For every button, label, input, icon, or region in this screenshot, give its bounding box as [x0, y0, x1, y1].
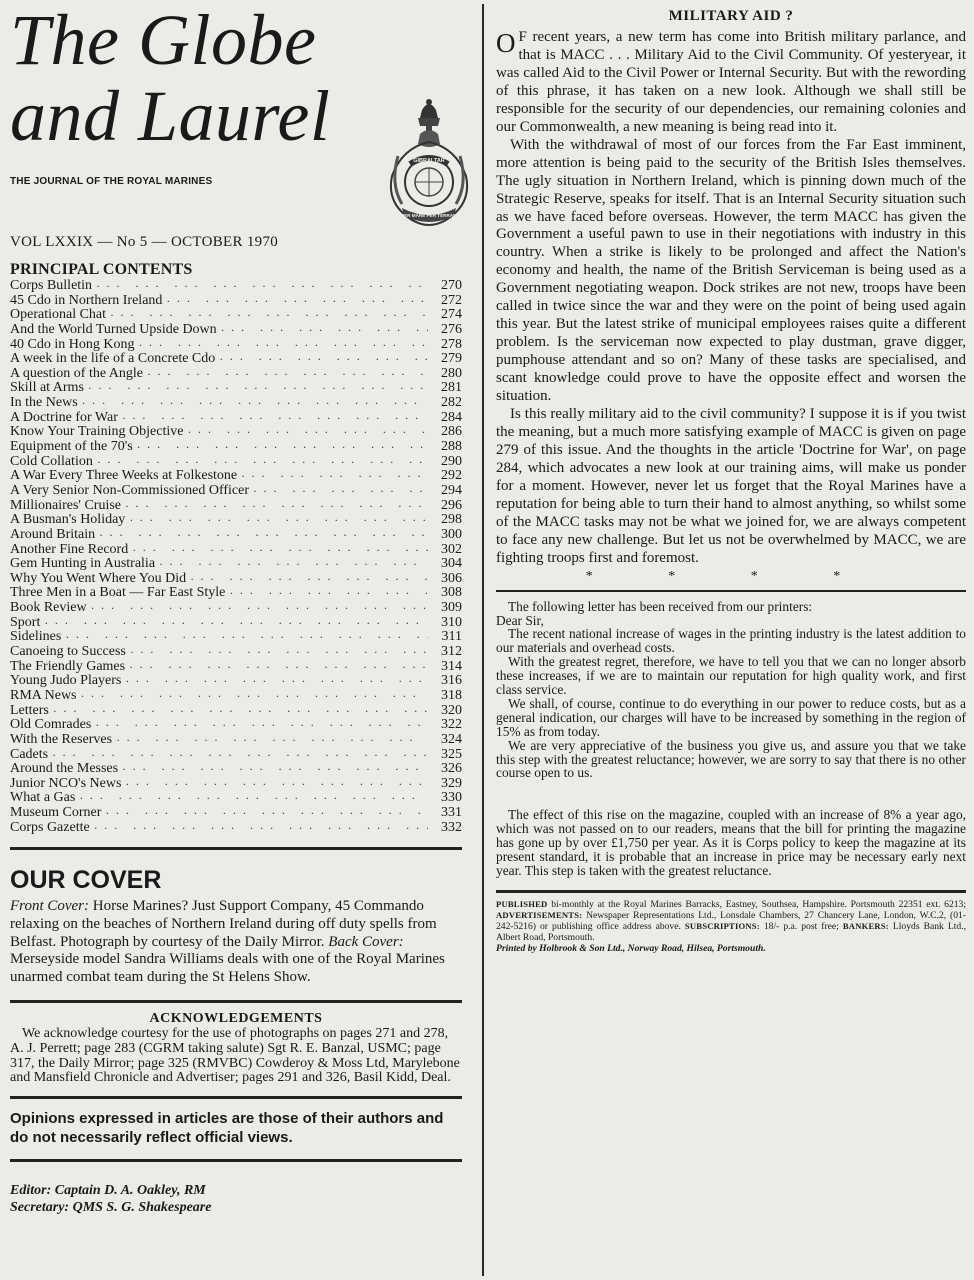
- contents-leader-dots: [190, 572, 428, 587]
- contents-entry-page: 284: [441, 409, 462, 425]
- contents-entry-title: 45 Cdo in Northern Ireland: [10, 292, 163, 308]
- contents-entry: [10, 586, 462, 601]
- contents-leader-dots: [91, 601, 428, 616]
- contents-entry: [10, 440, 462, 455]
- back-cover-label: Back Cover:: [328, 933, 404, 950]
- contents-leader-dots: [132, 543, 428, 558]
- contents-entry-title: With the Reserves: [10, 731, 113, 747]
- contents-entry-page: 329: [441, 775, 462, 791]
- contents-entry-page: 312: [441, 644, 462, 660]
- contents-entry-title: In the News: [10, 395, 78, 411]
- article-paragraph: With the withdrawal of most of our forces from the Far East imminent, more attention is being paid to the security of the British Isles themselves. The ugly situation in Northern Ireland, which is pinning down much of the Strategic Reserve, speaks for itself. That is an Internal Security situation such as we have faced before overseas. However, the term MACC has given the Government a useful pawn to use in their negotiations with industry in this country. When a strike is likely to be prolonged and affect the Nation's economy and health, the name of the British Serviceman is being used as a Government negotiating weapon. Dock strikes are not new, troops have been called in twice since the war and they were on the point of being used again this year. But the latest strike of municipal employees raises quite a different problem. Is the serviceman now expected to play dustman, grave digger, pumphouse attendant and so on? Many of these tasks are specialised, and scant knowledge could prove to have the opposite effect and worsen the situation.: [496, 136, 966, 405]
- subscriptions-label: SUBSCRIPTIONS:: [684, 920, 760, 931]
- contents-entry: [10, 323, 462, 338]
- contents-entry-title: A Very Senior Non-Commissioned Officer: [10, 482, 250, 498]
- editorial-article: [496, 29, 966, 568]
- contents-entry: [10, 543, 462, 558]
- contents-entry: [10, 396, 462, 411]
- contents-leader-dots: [53, 704, 428, 719]
- contents-entry: [10, 704, 462, 719]
- contents-leader-dots: [138, 338, 428, 353]
- contents-entry: [10, 279, 462, 294]
- royal-marines-crest-icon: [382, 96, 476, 230]
- contents-entry: [10, 601, 462, 616]
- divider-rule: [10, 1000, 462, 1003]
- contents-entry-title: Know Your Training Objective: [10, 424, 184, 440]
- contents-entry: [10, 338, 462, 353]
- adverts-label: ADVERTISEMENTS:: [496, 909, 583, 920]
- contents-entry: [10, 733, 462, 748]
- contents-entry-page: 282: [441, 395, 462, 411]
- contents-entry-page: 304: [441, 556, 462, 572]
- contents-entry-title: A War Every Three Weeks at Folkestone: [10, 468, 238, 484]
- editorial-staff: [10, 1182, 462, 1216]
- letter-paragraph: We are very appreciative of the business you give us, and assure you that we take this step with the greatest reluctance; however, we are sorry to say that there is no other course open to us.: [496, 737, 966, 781]
- drop-cap: O: [496, 28, 516, 58]
- letter-paragraph: The recent national increase of wages in the printing industry is the latest addition to our materials and overhead costs.: [496, 626, 966, 656]
- contents-entry-title: Another Fine Record: [10, 541, 129, 557]
- table-of-contents: [10, 279, 462, 835]
- price-effect-note: [496, 808, 966, 878]
- contents-entry-page: 306: [441, 570, 462, 586]
- contents-entry: [10, 806, 462, 821]
- contents-leader-dots: [229, 586, 428, 601]
- contents-entry-title: And the World Turned Upside Down: [10, 321, 217, 337]
- contents-entry-page: 281: [441, 380, 462, 396]
- contents-entry: [10, 791, 462, 806]
- contents-entry: [10, 294, 462, 309]
- right-column: [496, 8, 966, 954]
- contents-entry-title: Museum Corner: [10, 805, 102, 821]
- contents-entry-title: A Busman's Holiday: [10, 512, 126, 528]
- adverts-text: Newspaper Representations Ltd., Lonsdale Chambers, 27 Chancery Lane, London, W.C.2, (01-242-5216) or publishing office address above.: [496, 909, 966, 932]
- contents-entry-page: 320: [441, 702, 462, 718]
- contents-entry-page: 300: [441, 526, 462, 542]
- contents-entry-title: Equipment of the 70's: [10, 439, 133, 455]
- contents-entry: [10, 469, 462, 484]
- letter-intro: The following letter has been received from our printers:: [508, 598, 813, 614]
- column-divider: [482, 4, 484, 1276]
- contents-leader-dots: [253, 484, 428, 499]
- contents-entry-page: 288: [441, 439, 462, 455]
- contents-leader-dots: [125, 674, 428, 689]
- contents-entry: [10, 455, 462, 470]
- contents-leader-dots: [129, 660, 428, 675]
- contents-entry-page: 278: [441, 336, 462, 352]
- contents-entry: [10, 616, 462, 631]
- contents-entry-title: Sport: [10, 614, 41, 630]
- contents-entry: [10, 352, 462, 367]
- contents-entry-page: 302: [441, 541, 462, 557]
- contents-entry: [10, 674, 462, 689]
- divider-rule: [10, 1096, 462, 1099]
- contents-entry-page: 316: [441, 673, 462, 689]
- acknowledgements-text: We acknowledge courtesy for the use of photographs on pages 271 and 278, A. J. Perrett; page 283 (CGRM taking salute) Sgt R. E. Banzal, USMC; page 317, the Daily Mirror; page 325 (RMVBC) Cowderoy & Moss Ltd, Marylebone and Mansfield Chronicle and Advertiser; pages 291 and 326, Basil Kidd, Deal.: [10, 1026, 460, 1086]
- contents-leader-dots: [125, 499, 428, 514]
- contents-entry: [10, 645, 462, 660]
- contents-leader-dots: [44, 616, 428, 631]
- contents-entry: [10, 660, 462, 675]
- letter-salutation: Dear Sir,: [496, 612, 544, 628]
- contents-entry-page: 325: [441, 746, 462, 762]
- contents-leader-dots: [129, 513, 428, 528]
- contents-leader-dots: [110, 308, 428, 323]
- contents-entry: [10, 748, 462, 763]
- contents-entry-page: 298: [441, 512, 462, 528]
- published-text: bi-monthly at the Royal Marines Barracks, Eastney, Southsea, Hampshire. Portsmouth 22351 ext. 6213;: [547, 898, 966, 910]
- bankers-label: BANKERS:: [842, 920, 889, 931]
- contents-heading: PRINCIPAL CONTENTS: [10, 261, 193, 278]
- contents-leader-dots: [94, 821, 428, 836]
- contents-leader-dots: [137, 440, 428, 455]
- contents-entry-title: Millionaires' Cruise: [10, 497, 122, 513]
- printers-letter: [496, 600, 966, 781]
- contents-entry-page: 274: [441, 307, 462, 323]
- crest-motto: PER MARE PER TERRAM: [401, 213, 457, 218]
- contents-entry-title: Sidelines: [10, 629, 62, 645]
- contents-entry-page: 332: [441, 819, 462, 835]
- contents-entry-page: 279: [441, 351, 462, 367]
- contents-entry-page: 314: [441, 658, 462, 674]
- secretary-credit: Secretary: QMS S. G. Shakespeare: [10, 1199, 212, 1215]
- journal-subtitle: THE JOURNAL OF THE ROYAL MARINES: [10, 176, 213, 187]
- contents-entry: [10, 689, 462, 704]
- front-cover-label: Front Cover:: [10, 898, 90, 915]
- contents-entry: [10, 762, 462, 777]
- contents-leader-dots: [221, 323, 428, 338]
- cover-heading: OUR COVER: [10, 866, 162, 895]
- contents-entry-page: 311: [441, 629, 462, 645]
- contents-leader-dots: [105, 806, 428, 821]
- contents-entry-title: A question of the Angle: [10, 365, 143, 381]
- subscriptions-text: 18/- p.a. post free;: [759, 920, 843, 932]
- contents-entry-title: What a Gas: [10, 790, 76, 806]
- contents-entry-page: 310: [441, 614, 462, 630]
- contents-entry-title: Young Judo Players: [10, 673, 122, 689]
- contents-entry-title: Corps Bulletin: [10, 278, 93, 293]
- contents-entry-title: Book Review: [10, 600, 87, 616]
- contents-leader-dots: [125, 777, 428, 792]
- editor-credit: Editor: Captain D. A. Oakley, RM: [10, 1182, 206, 1198]
- contents-entry-page: 292: [441, 468, 462, 484]
- contents-leader-dots: [241, 469, 428, 484]
- contents-leader-dots: [219, 352, 428, 367]
- contents-entry-page: 296: [441, 497, 462, 513]
- contents-entry-title: The Friendly Games: [10, 658, 126, 674]
- masthead: [10, 0, 462, 230]
- contents-leader-dots: [97, 455, 428, 470]
- contents-entry-page: 326: [441, 761, 462, 777]
- contents-entry-title: Operational Chat: [10, 307, 107, 323]
- acknowledgements-heading: ACKNOWLEDGEMENTS: [149, 1011, 323, 1027]
- contents-entry-title: Around the Messes: [10, 761, 119, 777]
- contents-entry: [10, 557, 462, 572]
- contents-leader-dots: [166, 294, 428, 309]
- effect-paragraph: The effect of this rise on the magazine, coupled with an increase of 8% a year ago, which was not passed on to our readers, means that the bill for printing the magazine has gone up by over £1,750 per year. As it is Corps policy to keep the magazine at its present standard, it is probable that an increase in price may be necessary early next year. This step is taken with the greatest reluctance.: [496, 807, 966, 878]
- contents-entry: [10, 821, 462, 836]
- contents-entry: [10, 381, 462, 396]
- contents-entry: [10, 499, 462, 514]
- front-cover-text: Horse Marines? Just Support Company, 45 Commando relaxing on the beaches of Northern Ireland during off duty spells from Belfast. Photograph by courtesy of the Daily Mirror.: [10, 898, 437, 950]
- contents-entry: [10, 425, 462, 440]
- contents-entry-title: Why You Went Where You Did: [10, 570, 187, 586]
- contents-entry-page: 270: [441, 278, 462, 293]
- contents-entry-page: 280: [441, 365, 462, 381]
- contents-leader-dots: [96, 279, 428, 294]
- article-paragraph: [496, 29, 966, 137]
- article-paragraph-text: F recent years, a new term has come into British military parlance, and that is MACC . . . Military Aid to the Civil Community. Of yesteryear, it was called Aid to the Civil Power or Internal Security. But with the rewording of this phrase, it has taken on a new look. Although we shall still be responsible for the security of our dependencies, our remaining colonies and our Commonwealth, a new meaning is being read into it.: [496, 29, 966, 135]
- contents-entry: [10, 572, 462, 587]
- contents-entry: [10, 630, 462, 645]
- volume-line: VOL LXXIX — No 5 — OCTOBER 1970: [10, 234, 279, 250]
- contents-leader-dots: [116, 733, 428, 748]
- article-paragraph: Is this really military aid to the civil community? I suppose it is if you twist the meaning, but a much more satisfying example of MACC is given on page 279 of this issue. And the thoughts in the article 'Doctrine for War', on page 284, which advocates a new look at our training aims, will make us ponder for a moment. However, never let us forget that the Royal Marines have a reputation for being able to turn their hand to almost anything, so whilst some of the MACC tasks may not be what we joined for, we are always competent to face any new challenge. But let us not be overwhelmed by MACC, we are fighting troops first and foremost.: [496, 406, 966, 566]
- letter-paragraph: We shall, of course, continue to do everything in our power to reduce costs, but as a general indication, our charges will have to be increased by something in the region of 15% as from today.: [496, 695, 966, 739]
- contents-entry-page: 318: [441, 687, 462, 703]
- contents-entry-title: Around Britain: [10, 526, 96, 542]
- contents-leader-dots: [65, 630, 428, 645]
- contents-leader-dots: [95, 718, 428, 733]
- contents-entry-title: A Doctrine for War: [10, 409, 118, 425]
- publishing-details: [496, 899, 966, 954]
- article-heading: MILITARY AID ?: [668, 8, 794, 24]
- contents-leader-dots: [88, 381, 428, 396]
- contents-entry: [10, 718, 462, 733]
- contents-entry-title: Skill at Arms: [10, 380, 84, 396]
- opinion-disclaimer: Opinions expressed in articles are those of their authors and do not necessarily reflect official views.: [10, 1109, 444, 1146]
- published-label: PUBLISHED: [496, 898, 548, 909]
- contents-entry-title: Gem Hunting in Australia: [10, 556, 156, 572]
- contents-entry-page: 294: [441, 482, 462, 498]
- contents-entry-title: Canoeing to Success: [10, 644, 126, 660]
- contents-leader-dots: [122, 762, 428, 777]
- contents-entry-page: 272: [441, 292, 462, 308]
- contents-entry-title: Three Men in a Boat — Far East Style: [10, 585, 226, 601]
- contents-leader-dots: [122, 411, 428, 426]
- contents-leader-dots: [130, 645, 428, 660]
- title-line-1: The Globe: [10, 0, 317, 80]
- contents-entry-page: 276: [441, 321, 462, 337]
- left-column: [10, 0, 462, 1216]
- contents-entry: [10, 411, 462, 426]
- contents-entry: [10, 308, 462, 323]
- contents-entry: [10, 777, 462, 792]
- contents-entry-page: 322: [441, 717, 462, 733]
- contents-entry-title: Cold Collation: [10, 453, 93, 469]
- contents-entry-page: 286: [441, 424, 462, 440]
- contents-entry: [10, 528, 462, 543]
- contents-leader-dots: [79, 791, 428, 806]
- contents-entry-page: 308: [441, 585, 462, 601]
- contents-leader-dots: [147, 367, 428, 382]
- contents-entry-page: 330: [441, 790, 462, 806]
- contents-entry: [10, 484, 462, 499]
- letter-paragraph: With the greatest regret, therefore, we have to tell you that we can no longer absorb these increases, if we are to maintain our reputation for high quality work, and first class service.: [496, 654, 966, 698]
- divider-rule: [10, 1159, 462, 1162]
- divider-rule: [496, 890, 966, 893]
- contents-leader-dots: [99, 528, 428, 543]
- printer-credit: Printed by Holbrook & Son Ltd., Norway Road, Hilsea, Portsmouth.: [496, 942, 766, 954]
- contents-leader-dots: [52, 748, 428, 763]
- section-break-stars: * * * *: [585, 568, 877, 584]
- contents-entry-title: RMA News: [10, 687, 77, 703]
- contents-entry-title: Old Comrades: [10, 717, 92, 733]
- contents-entry-title: Junior NCO's News: [10, 775, 122, 791]
- contents-entry-title: Cadets: [10, 746, 49, 762]
- contents-leader-dots: [82, 396, 428, 411]
- contents-entry-title: Corps Gazette: [10, 819, 90, 835]
- contents-entry-title: A week in the life of a Concrete Cdo: [10, 351, 216, 367]
- title-line-2: and Laurel: [10, 76, 331, 156]
- contents-leader-dots: [81, 689, 428, 704]
- divider-rule: [10, 847, 462, 850]
- crest-top-label: GIBRALTAR: [413, 158, 445, 164]
- contents-entry-title: 40 Cdo in Hong Kong: [10, 336, 135, 352]
- cover-description: [10, 898, 462, 986]
- contents-entry-page: 290: [441, 453, 462, 469]
- contents-entry-page: 324: [441, 731, 462, 747]
- contents-entry-page: 309: [441, 600, 462, 616]
- contents-leader-dots: [159, 557, 428, 572]
- contents-entry: [10, 513, 462, 528]
- contents-entry-page: 331: [441, 805, 462, 821]
- contents-leader-dots: [187, 425, 428, 440]
- contents-entry: [10, 367, 462, 382]
- back-cover-text: Merseyside model Sandra Williams deals with one of the Royal Marines unarmed combat team during the St Helens Show.: [10, 951, 445, 985]
- contents-entry-title: Letters: [10, 702, 49, 718]
- divider-rule: [496, 590, 966, 592]
- bankers-text: Lloyds Bank Ltd., Albert Road, Portsmouth.: [496, 920, 966, 943]
